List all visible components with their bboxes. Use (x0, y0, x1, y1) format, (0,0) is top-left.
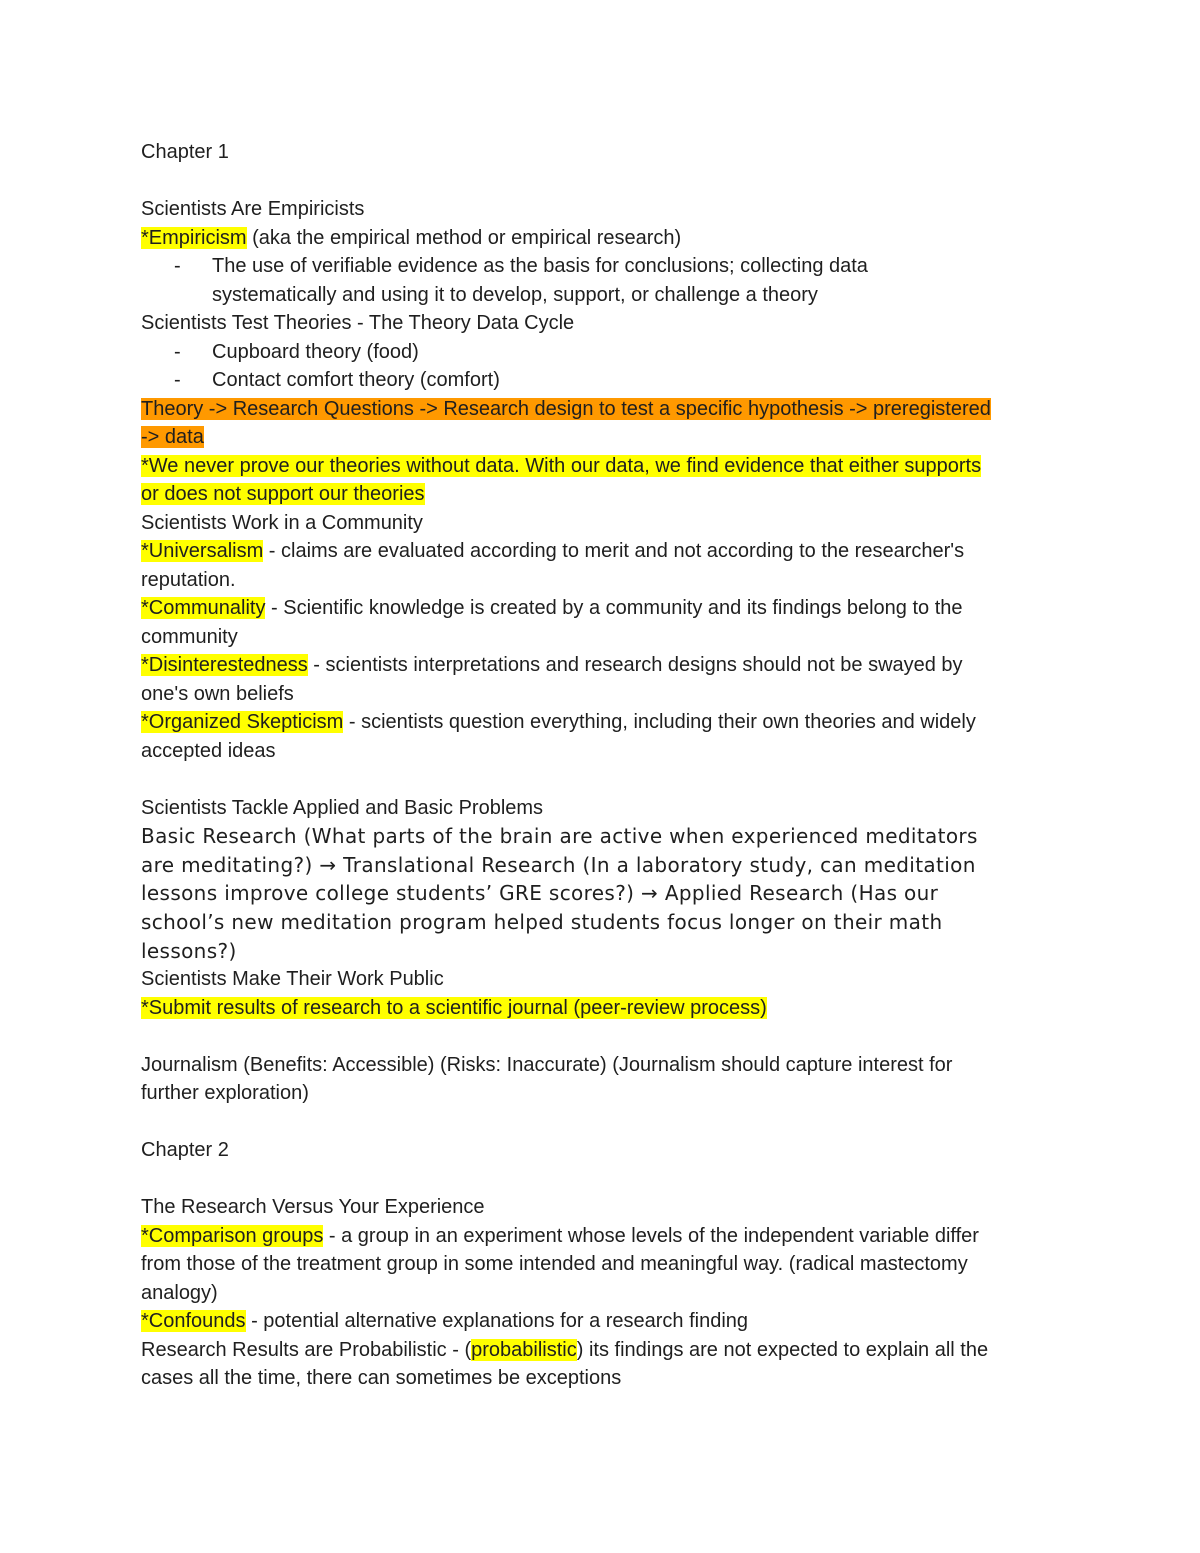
universalism-line-2: reputation. (141, 568, 236, 591)
contact-comfort-theory: Contact comfort theory (comfort) (212, 369, 500, 391)
research-types-line-1: Basic Research (What parts of the brain are active when experienced meditators (141, 824, 978, 848)
public-heading: Scientists Make Their Work Public (141, 968, 444, 991)
comparison-groups-definition: - a group in an experiment whose levels of the independent variable differ (323, 1224, 979, 1247)
cupboard-bullet (141, 338, 1061, 367)
probabilistic-heading: Research Results are Probabilistic - ( (141, 1338, 472, 1361)
skepticism-term: *Organized Skepticism (141, 711, 344, 733)
research-types-line-3: lessons improve college students’ GRE scores?) → Applied Research (Has our (141, 881, 939, 906)
research-types-paragraph (141, 822, 1061, 965)
prove-line-2 (141, 480, 1061, 509)
blank-line (141, 1165, 1061, 1194)
empiricism-definition (141, 224, 1061, 253)
skepticism-definition: - scientists question everything, including their own theories and widely (343, 711, 976, 733)
empiricism-bullet-line-1: The use of verifiable evidence as the basis for conclusions; collecting data (212, 255, 868, 277)
empiricism-term: *Empiricism (141, 226, 247, 249)
blank-line (141, 765, 1061, 794)
comparison-line-1 (141, 1222, 1061, 1251)
blank-line (141, 1108, 1061, 1137)
empiricism-bullet (141, 252, 1061, 309)
journalism-line-1: Journalism (Benefits: Accessible) (Risks: Inaccurate) (Journalism should capture interest for (141, 1053, 953, 1076)
theory-cycle-text-1: Theory -> Research Questions -> Research design to test a specific hypothesis -> preregistered (141, 397, 991, 420)
confounds-term: *Confounds (141, 1310, 246, 1333)
theories-heading: Scientists Test Theories - The Theory Data Cycle (141, 312, 575, 334)
disinterestedness-definition: - scientists interpretations and research designs should not be swayed by (307, 654, 963, 676)
universalism-term: *Universalism (141, 540, 264, 562)
submit-results-line (141, 994, 1061, 1023)
communality-line-2: community (141, 625, 238, 648)
skepticism-line-2: accepted ideas (141, 739, 276, 762)
applied-heading: Scientists Tackle Applied and Basic Problems (141, 796, 544, 819)
universalism-line-1 (141, 537, 1061, 566)
journalism-line-2: further exploration) (141, 1082, 309, 1105)
chapter-1-title: Chapter 1 (141, 141, 229, 163)
communality-line-1 (141, 594, 1061, 623)
probabilistic-line-1 (141, 1336, 1061, 1365)
disinterestedness-term: *Disinterestedness (141, 654, 308, 676)
probabilistic-line-2: cases all the time, there can sometimes be exceptions (141, 1367, 622, 1390)
prove-text-1: *We never prove our theories without data. With our data, we find evidence that either supports (141, 454, 982, 477)
empiricists-heading: Scientists Are Empiricists (141, 198, 365, 220)
blank-line (141, 167, 1061, 196)
comparison-line-2: from those of the treatment group in some intended and meaningful way. (radical mastectomy (141, 1253, 968, 1276)
comparison-line-3: analogy) (141, 1281, 218, 1304)
universalism-definition: - claims are evaluated according to merit and not according to the researcher's (263, 540, 965, 562)
research-types-line-2: are meditating?) → Translational Research (In a laboratory study, can meditation (141, 852, 976, 877)
disinterestedness-line-2: one's own beliefs (141, 682, 294, 705)
chapter-2-title: Chapter 2 (141, 1139, 229, 1162)
probabilistic-term: probabilistic (471, 1338, 577, 1361)
probabilistic-definition: ) its findings are not expected to explain all the (576, 1338, 989, 1361)
confounds-definition: - potential alternative explanations for a research finding (245, 1310, 749, 1333)
communality-term: *Communality (141, 597, 266, 619)
communality-definition: - Scientific knowledge is created by a community and its findings belong to the (265, 597, 963, 619)
comparison-groups-term: *Comparison groups (141, 1224, 324, 1247)
confounds-line (141, 1307, 1061, 1336)
empiricism-bullet-line-2: systematically and using it to develop, support, or challenge a theory (212, 283, 818, 306)
community-heading: Scientists Work in a Community (141, 511, 423, 534)
skepticism-line-1 (141, 708, 1061, 737)
document-body (141, 138, 1061, 1393)
experience-heading: The Research Versus Your Experience (141, 1196, 485, 1219)
contact-comfort-bullet (141, 366, 1061, 395)
theory-cycle-line-2 (141, 423, 1061, 452)
theory-cycle-text-2: -> data (141, 426, 204, 448)
prove-line-1 (141, 452, 1061, 481)
research-types-line-4: school’s new meditation program helped students focus longer on their math (141, 910, 943, 935)
dash-bullet-icon: - (174, 255, 181, 277)
dash-bullet-icon: - (174, 340, 181, 363)
dash-bullet-icon: - (174, 369, 181, 391)
research-types-line-5: lessons?) (141, 938, 237, 963)
empiricism-aka: (aka the empirical method or empirical research) (246, 226, 682, 249)
disinterestedness-line-1 (141, 651, 1061, 680)
cupboard-theory: Cupboard theory (food) (212, 340, 419, 363)
blank-line (141, 1022, 1061, 1051)
submit-results-text: *Submit results of research to a scientific journal (peer-review process) (141, 996, 767, 1019)
prove-text-2: or does not support our theories (141, 483, 425, 505)
theory-cycle-line-1 (141, 395, 1061, 424)
